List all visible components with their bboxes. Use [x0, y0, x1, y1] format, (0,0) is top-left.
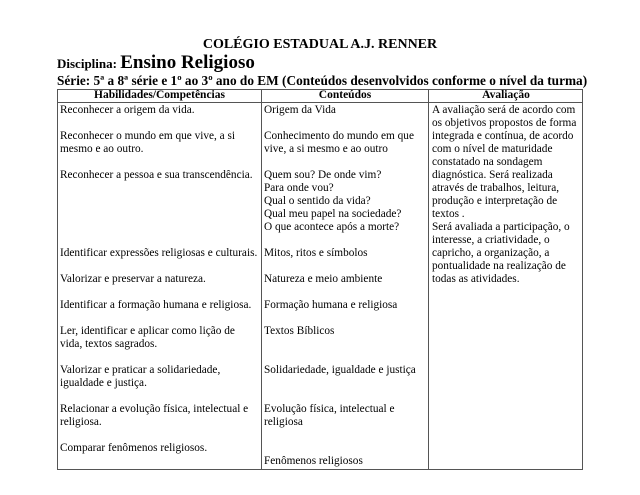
- habilidade-item: Reconhecer a origem da vida.: [60, 104, 195, 116]
- conteudo-item: Mitos, ritos e símbolos: [264, 247, 368, 259]
- habilidade-item: Comparar fenômenos religiosos.: [60, 442, 208, 454]
- header-avaliacao: Avaliação: [482, 89, 530, 101]
- conteudo-item: Solidariedade, igualdade e justiça: [264, 364, 416, 376]
- conteudo-item: Natureza e meio ambiente: [264, 273, 383, 285]
- column-divider: [428, 90, 429, 469]
- header-conteudos: Conteúdos: [318, 89, 372, 101]
- habilidade-item: Valorizar e preservar a natureza.: [60, 273, 206, 285]
- habilidade-item: Identificar expressões religiosas e culturais.: [60, 247, 258, 259]
- conteudo-item: Fenômenos religiosos: [264, 455, 363, 467]
- habilidade-item: Relacionar a evolução física, intelectual e religiosa.: [60, 403, 249, 428]
- conteudo-item: Quem sou? De onde vim? Para onde vou? Qual o sentido da vida? Qual meu papel na sociedade? O que acontece após a morte?: [264, 169, 402, 233]
- habilidade-item: Identificar a formação humana e religiosa.: [60, 299, 252, 311]
- subject-line: [57, 52, 255, 74]
- school-title: COLÉGIO ESTADUAL A.J. RENNER: [202, 37, 438, 52]
- conteudo-item: Conhecimento do mundo em que vive, a si mesmo e ao outro: [264, 130, 414, 155]
- subject-label: Disciplina:: [57, 56, 117, 71]
- conteudo-item: Formação humana e religiosa: [264, 299, 398, 311]
- conteudo-item: Evolução física, intelectual e religiosa: [264, 403, 395, 428]
- habilidade-item: Ler, identificar e aplicar como lição de vida, textos sagrados.: [60, 325, 235, 350]
- header-habilidades: Habilidades/Competências: [94, 89, 225, 101]
- conteudo-item: Textos Bíblicos: [264, 325, 335, 337]
- habilidade-item: Valorizar e praticar a solidariedade, igualdade e justiça.: [60, 364, 221, 389]
- grade-line: Série: 5ª a 8ª série e 1º ao 3º ano do EM (Conteúdos desenvolvidos conforme o nível da turma): [57, 73, 588, 88]
- curriculum-table: [57, 89, 583, 470]
- habilidade-item: Reconhecer a pessoa e sua transcendência.: [60, 169, 253, 181]
- conteudo-item: Origem da Vida: [264, 104, 336, 116]
- avaliacao-text: A avaliação será de acordo com os objetivos propostos de forma integrada e contínua, de acordo com o nível de maturidade constatado na sondagem diagnóstica. Será realizada através de trabalhos, leitura, produção e interpretação de textos . Será avaliada a participação, o interesse, a criatividade, o capricho, a organização, a pontualidade na realização de todas as atividades.: [432, 104, 577, 285]
- column-divider: [261, 90, 262, 469]
- habilidade-item: Reconhecer o mundo em que vive, a si mesmo e ao outro.: [60, 130, 236, 155]
- subject-name: Ensino Religioso: [120, 52, 255, 73]
- header-divider: [58, 102, 582, 103]
